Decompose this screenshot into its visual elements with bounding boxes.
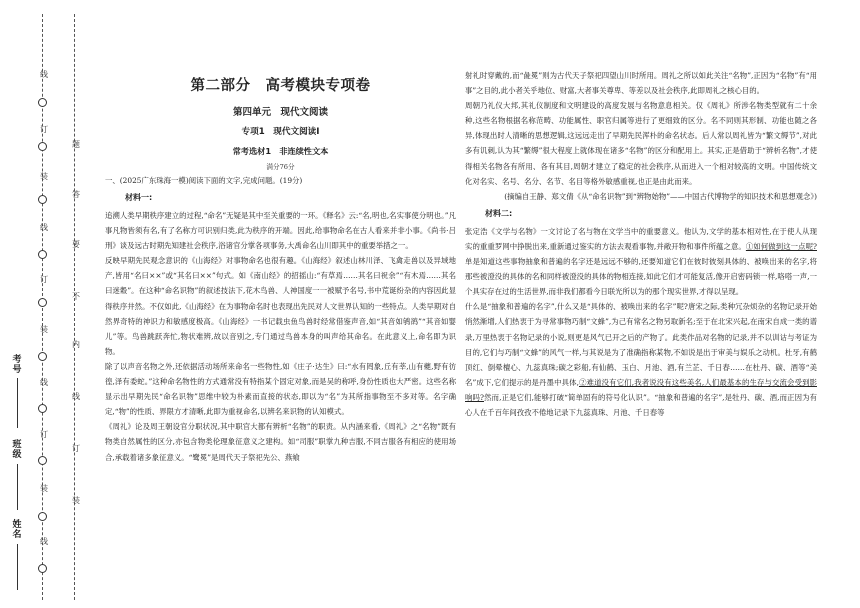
body-paragraph: 《周礼》论及周王朝设官分职状况,其中职官大都有辨析“名物”的职责。从内涵来看,《周礼》之“名物”既有物类自然属性的区分,亦包含物类伦理象征意义之建构。如“司服”职掌九种吉服,不同吉服各有相应的使用场合,承载着诸多象征意义。“鹭冕”是周代天子祭祀先公、燕飨 — [105, 422, 456, 462]
class-label: 班级 — [12, 440, 22, 460]
body-paragraph: 反映早期先民观念意识的《山海经》对事物命名也很有趣。《山海经》叙述山林川泽、飞禽走兽以及异域地产,皆用“名曰××”或“其名曰××”句式。如《南山经》的招摇山:“有草焉……其名曰祝余”“有木焉……其名曰迷穀”。在这种“命名识物”的叙述技法下,花木鸟兽、人神国度一一被赋予名号,书中荒诞纷杂的内容因此显得秩序井然。不仅如此,《山海经》在为事物命名时也表现出先民对人文世界认知的一些特点。人类早期对自然界奇特的神识力和敏感度极高。《山海经》一书记载虫鱼鸟兽时经常借鉴声音,如“其音如鸲鹆”“其音如婴儿”等。鸟兽跳跃奔忙,物状难辨,故以音别之,专门通过鸟兽本身的叫声给其命名。在此意义上,命名即为识物。 — [105, 256, 456, 356]
set-title: 常考选材1 非连续性文本 — [232, 146, 329, 156]
class-blank[interactable] — [17, 464, 18, 510]
binding-inner-mark: 要 — [72, 240, 80, 249]
underlined-question-2: ②难道没有它们,我者说没有这些美名,人们最基本的生存与交流会受到影响吗? — [465, 377, 817, 402]
body-paragraph: 追溯人类早期秩序建立的过程,“命名”无疑是其中至关重要的一环。《释名》云:“名,明也,名实事使分明也。”凡事凡物皆须有名,有了名称方可识别归类,此为秩序的开端。因此,给事物命名在古人看来并非小事。《尚书·吕刑》谈及远古时期先知建社会秩序,浴诸官分掌各项事务,大禹命名山川即其中的重要举措之一。 — [105, 211, 456, 251]
text-run: 然而,正是它们,能够打破“简单固有的符号化认识”。“抽象和普遍的名字”,是牡丹、碳、酒,而正因为有心人在千百年间孜孜不倦地记录下九蕊真珠、月池、千日春等 — [465, 392, 818, 417]
binding-inner-mark: 不 — [72, 292, 80, 301]
exam-number-blank[interactable] — [17, 378, 18, 428]
binding-mark: 线 — [40, 223, 48, 232]
binding-mark: 订 — [40, 125, 48, 134]
binding-hole-icon — [38, 404, 47, 413]
unit-title: 第四单元 现代文阅读 — [232, 107, 328, 118]
part-title: 第二部分 高考模块专项卷 — [190, 78, 371, 94]
binding-mark: 装 — [40, 172, 48, 181]
binding-inner-mark: 题 — [72, 140, 80, 149]
binding-mark: 订 — [40, 430, 48, 439]
body-paragraph — [465, 224, 817, 299]
body-paragraph: 周朝乃礼仪大邦,其礼仪制度和文明建设的高度发展与名物意息相关。仅《周礼》所涉名物类型就有二十余种,这些名物根据名称范畴、功能属性、职官归属等进行了更细致的区分。名不同则其形制、功能也随之各异,体现出时人清晰的思想逻辑,这远远走出了早期先民浑朴的命名状态。后人常以周礼皆为“繁文缛节”,对此多有讥刺,认为其“繁缛”很大程度上就体现在诸多“名物”的区分和配用上。其实,正是借助于“辨析名物”,才使得相关名物各有所用、各有其目,周朝才建立了稳定的社会秩序,从而进入一个相对较高的文明。中国传统文化对名实、名号、名分、名节、名目等格外敏感重视,也正是由此而来。 — [465, 101, 817, 186]
name-blank[interactable] — [17, 544, 18, 590]
binding-hole-icon — [38, 250, 47, 259]
question-stem: 一、(2025广东珠海一模)阅读下面的文字,完成问题。(19分) — [105, 176, 303, 185]
cut-line — [74, 14, 75, 600]
binding-mark: 装 — [40, 484, 48, 493]
binding-hole-icon — [38, 512, 47, 521]
binding-mark: 线 — [40, 537, 48, 546]
binding-inner-mark: 订 — [72, 444, 80, 453]
binding-hole-icon — [38, 456, 47, 465]
exam-number-label: 考号 — [12, 355, 22, 375]
binding-mark: 线 — [40, 378, 48, 387]
source-citation: (摘编自王静、郑文倩《从“命名识物”到“辨物始物”——中国古代博物学的知识技术和思想观念》) — [504, 191, 817, 201]
binding-hole-icon — [38, 564, 47, 573]
binding-inner-mark: 答 — [72, 190, 80, 199]
body-paragraph: 除了以声音名物之外,还依据活动场所来命名一些物性,如《庄子·达生》曰:“水有罔象,丘有莘,山有夔,野有彷徨,泽有委蛇。”这种命名物性的方式通常没有特指某个固定对象,而是吴的称呼,身份性质也大严密。这些名称显示出早期先民“命名识物”思维中较为朴素而直接的状态,即以为“名”为其所指事物至不多对等。名字确定,“物”的性质、界限方才清晰,此即为重视命名,以辨名来识物的认知模式。 — [105, 361, 456, 417]
body-paragraph: 射礼时穿戴的,而“彘冕”则为古代天子祭祀四望山川时所用。周礼之所以如此关注“名物”,正因为“名物”有“用事”之目的,此小者关乎地位、财富,大者事关尊卑、等差以及社会秩序,此即周礼之核心目的。 — [465, 71, 817, 96]
text-run: 成下,它们提示的是丹墨中具体, — [476, 377, 579, 387]
material-2-label: 材料二: — [485, 208, 513, 218]
name-label: 姓名 — [12, 520, 22, 540]
binding-hole-icon — [38, 352, 47, 361]
score-note: 满分76分 — [266, 163, 295, 171]
text-run: 单是知道这些事物抽象和普遍的名字还是远远不够的,还要知道它们在彼时彼刻具体的、被唤出来的名字,将那些被澄没的具体的名和同样被澄没的具体的物相连接,如此它们才可能复活,像开启密码锁一样,咯嗒一声,一个具实存在过的生活世界,而非我们都看今日联光所以为的那个现实世界,才得以呈现。 — [465, 257, 817, 297]
material-1-label: 材料一: — [125, 193, 153, 202]
binding-mark: 线 — [40, 70, 48, 79]
binding-mark: 订 — [40, 275, 48, 284]
left-column — [105, 68, 456, 465]
underlined-question-1: ①如何做到这一点呢? — [745, 241, 817, 251]
binding-hole-icon — [38, 298, 47, 307]
binding-hole-icon — [38, 195, 47, 204]
text-run: 什么是“抽象和普遍的名字”,什么又是“具体的、被唤出来的名字”呢?唐宋之际,类种冗杂烦杂的名物记录开始悄然渐增,人们热衷于为寻常事物巧制“文蜂”,为己有常名之物另取新名;至于在北宋兴起,在南宋自成一类的谱录,万里热衷于名物记录的小说,则更是风气已开之后的产物了。此类作品对名物的记录,并不以训诂与考证为目的,它们与巧制“文蜂”的风气一样,与其说是为了准确指称某物,不如说是出于审美与娱乐之动机。杜牙,有鹤顶红、倒晕檀心、九蕊真珠;碳之彩船,有仙鹤、玉白、月池、酒,有兰芷、千日春……在杜丹、碳、酒等“美名” — [465, 302, 817, 387]
binding-margin — [0, 0, 80, 608]
topic-title: 专项1 现代文阅读Ⅰ — [241, 127, 320, 137]
binding-hole-icon — [38, 98, 47, 107]
binding-mark: 装 — [40, 325, 48, 334]
binding-inner-mark: 内 — [72, 340, 80, 349]
text-run: 张定浩《文学与名物》一文讨论了名与物在文学当中的重要意义。他认为,文学的基本相对性,在于使人从现实的重重罗网中挣脱出来,重新通过鉴实的方法去观看事物,并敞开物和事件所蕴之意。 — [465, 226, 817, 251]
binding-inner-mark: 装 — [72, 496, 80, 505]
binding-inner-mark: 线 — [72, 392, 80, 401]
binding-hole-icon — [38, 142, 47, 151]
right-column — [465, 68, 817, 420]
body-paragraph — [465, 299, 817, 420]
